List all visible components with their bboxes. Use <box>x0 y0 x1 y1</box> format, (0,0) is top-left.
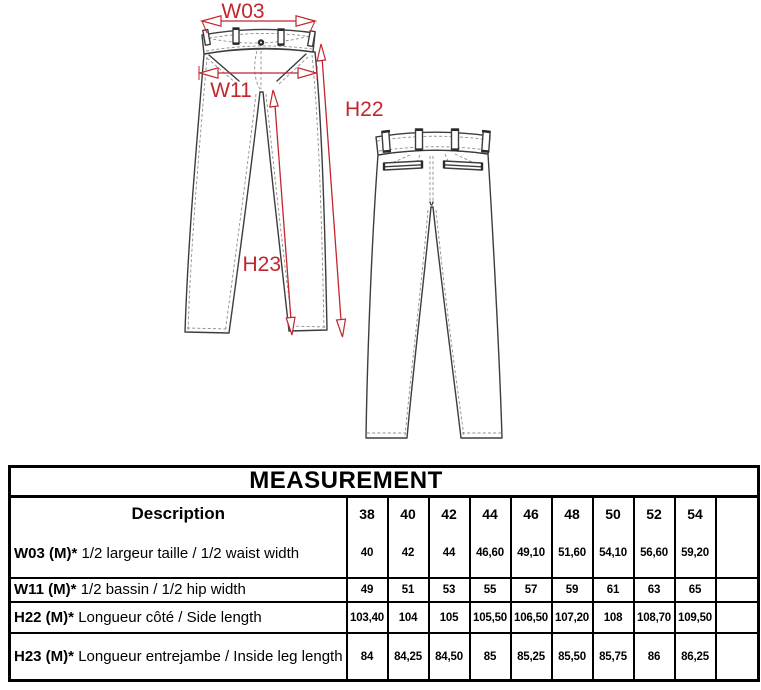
size-header-cell: 44 <box>470 496 511 530</box>
value-cell-empty <box>716 578 759 603</box>
back-right-pocket <box>444 161 482 171</box>
measure-desc: Longueur entrejambe / Inside leg length <box>78 647 343 665</box>
size-header-cell: 42 <box>429 496 470 530</box>
dim-label-h23: H23 <box>242 253 281 276</box>
value-cell: 86 <box>634 633 675 680</box>
value-cell: 85,75 <box>593 633 634 680</box>
dim-label-w03: W03 <box>221 0 265 23</box>
value-cell: 85,25 <box>511 633 552 680</box>
dim-label-w11: W11 <box>210 79 252 102</box>
row-description <box>10 633 347 680</box>
value-cell: 40 <box>347 530 388 577</box>
back-body-outline <box>366 150 502 438</box>
value-cell: 108,70 <box>634 602 675 633</box>
table-title-row <box>10 467 759 497</box>
value-cell: 103,40 <box>347 602 388 633</box>
value-cell: 105 <box>429 602 470 633</box>
value-cell: 104 <box>388 602 429 633</box>
value-cell: 55 <box>470 578 511 603</box>
measurement-table <box>8 465 760 682</box>
description-header: Description <box>10 496 347 530</box>
value-cell: 65 <box>675 578 716 603</box>
measure-desc: 1/2 bassin / 1/2 hip width <box>80 581 246 599</box>
value-cell: 54,10 <box>593 530 634 577</box>
value-cell: 63 <box>634 578 675 603</box>
table-row-w11 <box>10 578 759 603</box>
front-body-outline <box>185 49 327 333</box>
table-header-row <box>10 496 759 530</box>
value-cell: 57 <box>511 578 552 603</box>
table-title: MEASUREMENT <box>10 467 759 497</box>
value-cell-empty <box>716 633 759 680</box>
value-cell: 85,50 <box>552 633 593 680</box>
row-description <box>10 578 347 603</box>
measure-desc: Longueur côté / Side length <box>78 609 262 627</box>
table-row-h23 <box>10 633 759 680</box>
size-header-cell: 40 <box>388 496 429 530</box>
value-cell: 84,50 <box>429 633 470 680</box>
value-cell: 61 <box>593 578 634 603</box>
size-header-cell: 46 <box>511 496 552 530</box>
measure-code: W03 (M)* <box>14 544 78 562</box>
measure-code: H23 (M)* <box>14 647 75 665</box>
dimension-w03 <box>202 0 315 33</box>
size-header-cell: 54 <box>675 496 716 530</box>
pants-back-view <box>366 129 502 438</box>
row-description <box>10 530 347 577</box>
value-cell: 49,10 <box>511 530 552 577</box>
value-cell: 44 <box>429 530 470 577</box>
dim-label-h22: H22 <box>345 98 384 121</box>
value-cell: 84,25 <box>388 633 429 680</box>
value-cell: 106,50 <box>511 602 552 633</box>
table-row-h22 <box>10 602 759 633</box>
value-cell: 85 <box>470 633 511 680</box>
value-cell: 86,25 <box>675 633 716 680</box>
value-cell-empty <box>716 602 759 633</box>
size-header-cell: 38 <box>347 496 388 530</box>
value-cell: 109,50 <box>675 602 716 633</box>
value-cell: 59,20 <box>675 530 716 577</box>
size-header-cell-empty <box>716 496 759 530</box>
size-header-cell: 50 <box>593 496 634 530</box>
back-left-pocket <box>384 161 422 171</box>
value-cell: 107,20 <box>552 602 593 633</box>
value-cell: 51,60 <box>552 530 593 577</box>
table-row-w03 <box>10 530 759 577</box>
measure-code: H22 (M)* <box>14 609 75 627</box>
value-cell: 53 <box>429 578 470 603</box>
value-cell: 84 <box>347 633 388 680</box>
value-cell: 46,60 <box>470 530 511 577</box>
value-cell: 59 <box>552 578 593 603</box>
size-header-cell: 52 <box>634 496 675 530</box>
value-cell: 51 <box>388 578 429 603</box>
value-cell: 105,50 <box>470 602 511 633</box>
measure-desc: 1/2 largeur taille / 1/2 waist width <box>81 544 300 562</box>
value-cell-empty <box>716 530 759 577</box>
value-cell: 56,60 <box>634 530 675 577</box>
row-description <box>10 602 347 633</box>
measure-code: W11 (M)* <box>14 581 77 599</box>
value-cell: 108 <box>593 602 634 633</box>
value-cell: 49 <box>347 578 388 603</box>
value-cell: 42 <box>388 530 429 577</box>
size-header-cell: 48 <box>552 496 593 530</box>
